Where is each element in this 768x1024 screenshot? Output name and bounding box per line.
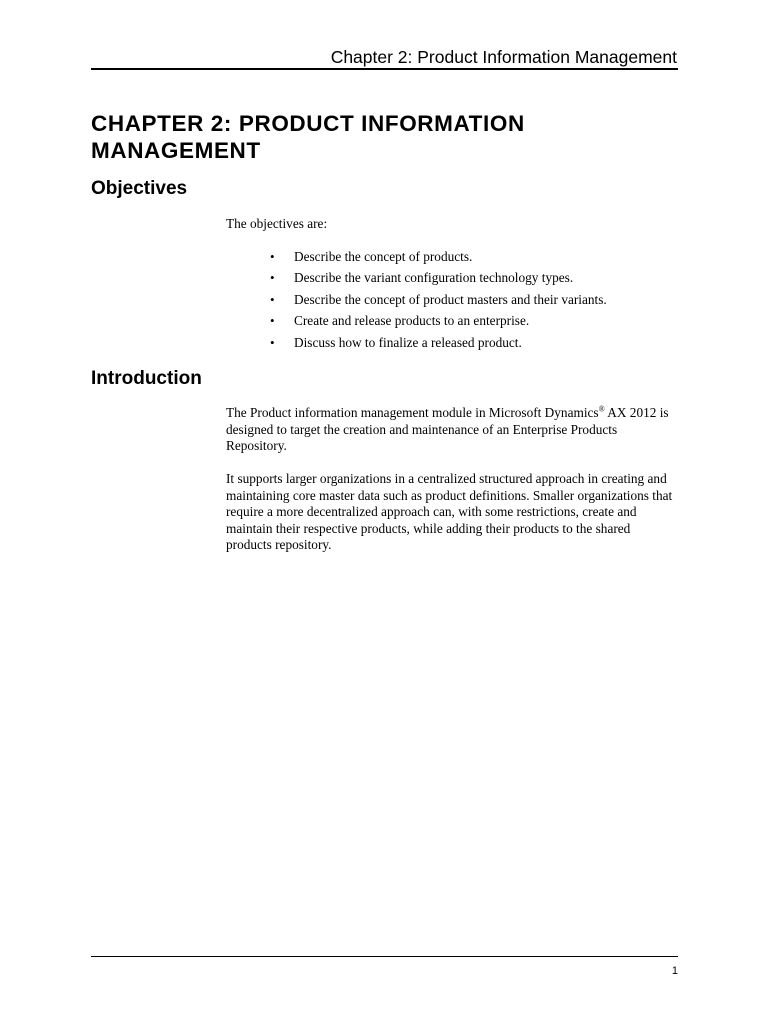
objective-item <box>270 248 670 269</box>
page-number: 1 <box>671 965 678 977</box>
objective-text: Describe the concept of product masters and their variants. <box>294 291 607 307</box>
introduction-paragraph: It supports larger organizations in a centralized structured approach in creating and maintaining core master data such as product definitions. Smaller organizations that require a more decentralized approach can, with some restrictions, create and maintain their respective products, while adding their products to the shared products repository. <box>226 471 673 552</box>
objective-item <box>270 291 670 312</box>
paragraph-text: AX 2012 is designed to target the creation and maintenance of an Enterprise Products Repository. <box>226 405 669 453</box>
objective-item <box>270 269 670 290</box>
introduction-heading: Introduction <box>91 368 202 389</box>
objective-item <box>270 334 670 355</box>
objective-text: Describe the variant configuration technology types. <box>294 270 574 286</box>
bullet-icon: • <box>270 334 275 350</box>
objectives-intro: The objectives are: <box>226 216 328 231</box>
objective-text: Create and release products to an enterprise. <box>294 313 530 329</box>
bullet-icon: • <box>270 270 275 286</box>
objective-text: Describe the concept of products. <box>294 249 473 264</box>
header-rule <box>91 68 678 70</box>
registered-mark: ® <box>598 404 605 414</box>
objective-item <box>270 312 670 333</box>
paragraph-text: The Product information management module in Microsoft Dynamics <box>226 405 599 420</box>
bullet-icon: • <box>270 313 275 329</box>
bullet-icon: • <box>270 249 275 264</box>
objective-text: Discuss how to finalize a released product. <box>294 334 522 350</box>
bullet-icon: • <box>270 291 275 307</box>
objectives-list <box>270 248 670 355</box>
chapter-title: CHAPTER 2: PRODUCT INFORMATION MANAGEMENT <box>91 111 525 163</box>
objectives-heading: Objectives <box>91 178 188 199</box>
running-header: Chapter 2: Product Information Management <box>330 47 677 67</box>
introduction-paragraph <box>226 405 678 455</box>
footer-rule <box>91 956 678 957</box>
